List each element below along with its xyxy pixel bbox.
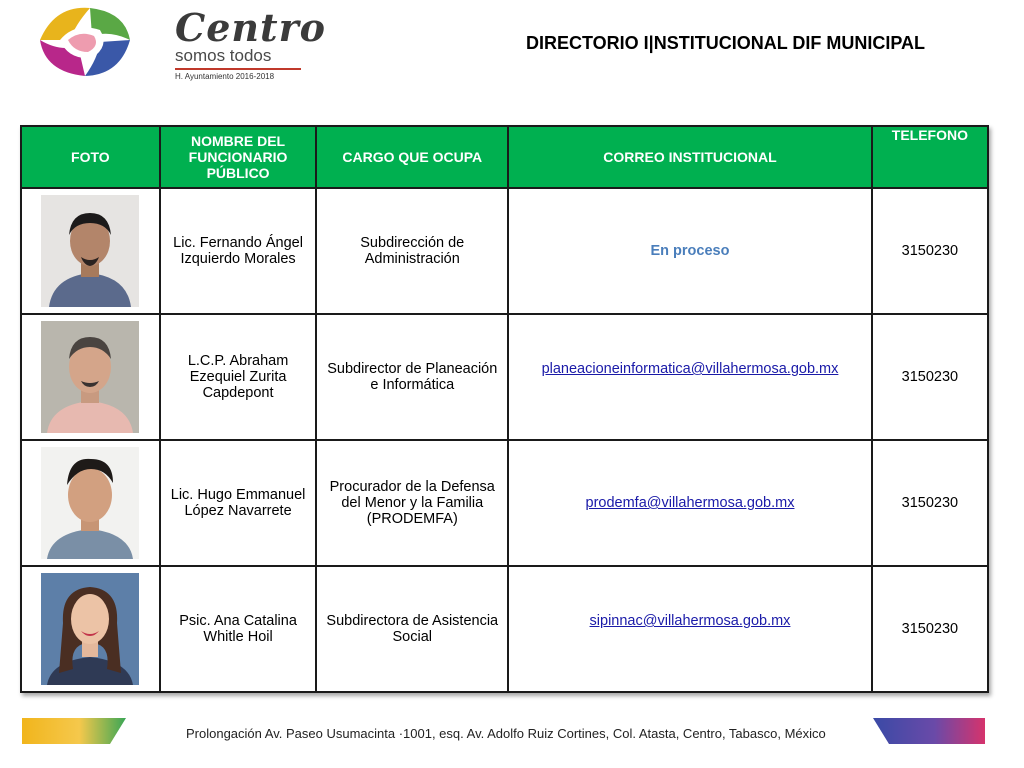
column-header-nombre: NOMBRE DEL FUNCIONARIO PÚBLICO bbox=[160, 126, 317, 188]
logo-divider bbox=[175, 68, 301, 70]
table-row bbox=[21, 314, 988, 440]
phone-number: 3150230 bbox=[872, 314, 988, 440]
email-link[interactable]: prodemfa@villahermosa.gob.mx bbox=[585, 495, 795, 511]
table-row bbox=[21, 188, 988, 314]
email-cell bbox=[508, 188, 872, 314]
logo-title: Centro bbox=[175, 5, 326, 50]
footer-address: Prolongación Av. Paseo Usumacinta ·1001, esq. Av. Adolfo Ruiz Cortines, Col. Atasta, Centro, Tabasco, México bbox=[186, 726, 826, 741]
email-link[interactable]: sipinnac@villahermosa.gob.mx bbox=[589, 613, 791, 629]
logo-subtitle: somos todos bbox=[175, 46, 272, 65]
email-cell bbox=[508, 314, 872, 440]
person-photo-icon bbox=[41, 321, 139, 433]
footer-stripe-right bbox=[873, 718, 985, 744]
photo-cell bbox=[21, 188, 160, 314]
column-header-correo: CORREO INSTITUCIONAL bbox=[508, 126, 872, 188]
document-title: DIRECTORIO I|NSTITUCIONAL DIF MUNICIPAL bbox=[526, 33, 926, 53]
email-cell bbox=[508, 440, 872, 566]
table-row bbox=[21, 440, 988, 566]
photo-cell bbox=[21, 566, 160, 692]
email-link[interactable]: planeacioneinformatica@villahermosa.gob.mx bbox=[541, 361, 839, 377]
official-position: Subdirector de Planeación e Informática bbox=[316, 314, 508, 440]
footer-stripe-left bbox=[22, 718, 126, 744]
photo-cell bbox=[21, 440, 160, 566]
official-name: Lic. Hugo Emmanuel López Navarrete bbox=[160, 440, 317, 566]
person-photo-icon bbox=[41, 573, 139, 685]
column-header-cargo: CARGO QUE OCUPA bbox=[316, 126, 508, 188]
official-name: L.C.P. Abraham Ezequiel Zurita Capdepont bbox=[160, 314, 317, 440]
photo-cell bbox=[21, 314, 160, 440]
table-row bbox=[21, 566, 988, 692]
official-position: Procurador de la Defensa del Menor y la Familia (PRODEMFA) bbox=[316, 440, 508, 566]
phone-number: 3150230 bbox=[872, 188, 988, 314]
person-photo-icon bbox=[41, 195, 139, 307]
centro-logo bbox=[30, 0, 326, 82]
centro-logo-icon bbox=[30, 0, 140, 82]
column-header-foto: FOTO bbox=[21, 126, 160, 188]
official-position: Subdirectora de Asistencia Social bbox=[316, 566, 508, 692]
official-name: Lic. Fernando Ángel Izquierdo Morales bbox=[160, 188, 317, 314]
column-header-telefono: TELEFONO bbox=[872, 126, 988, 188]
email-cell bbox=[508, 566, 872, 692]
phone-number: 3150230 bbox=[872, 566, 988, 692]
phone-number: 3150230 bbox=[872, 440, 988, 566]
official-name: Psic. Ana Catalina Whitle Hoil bbox=[160, 566, 317, 692]
official-position: Subdirección de Administración bbox=[316, 188, 508, 314]
directory-table bbox=[20, 125, 989, 693]
logo-period: H. Ayuntamiento 2016-2018 bbox=[175, 72, 275, 81]
person-photo-icon bbox=[41, 447, 139, 559]
email-pending-status: En proceso bbox=[650, 243, 730, 259]
table-header-row bbox=[21, 126, 988, 188]
